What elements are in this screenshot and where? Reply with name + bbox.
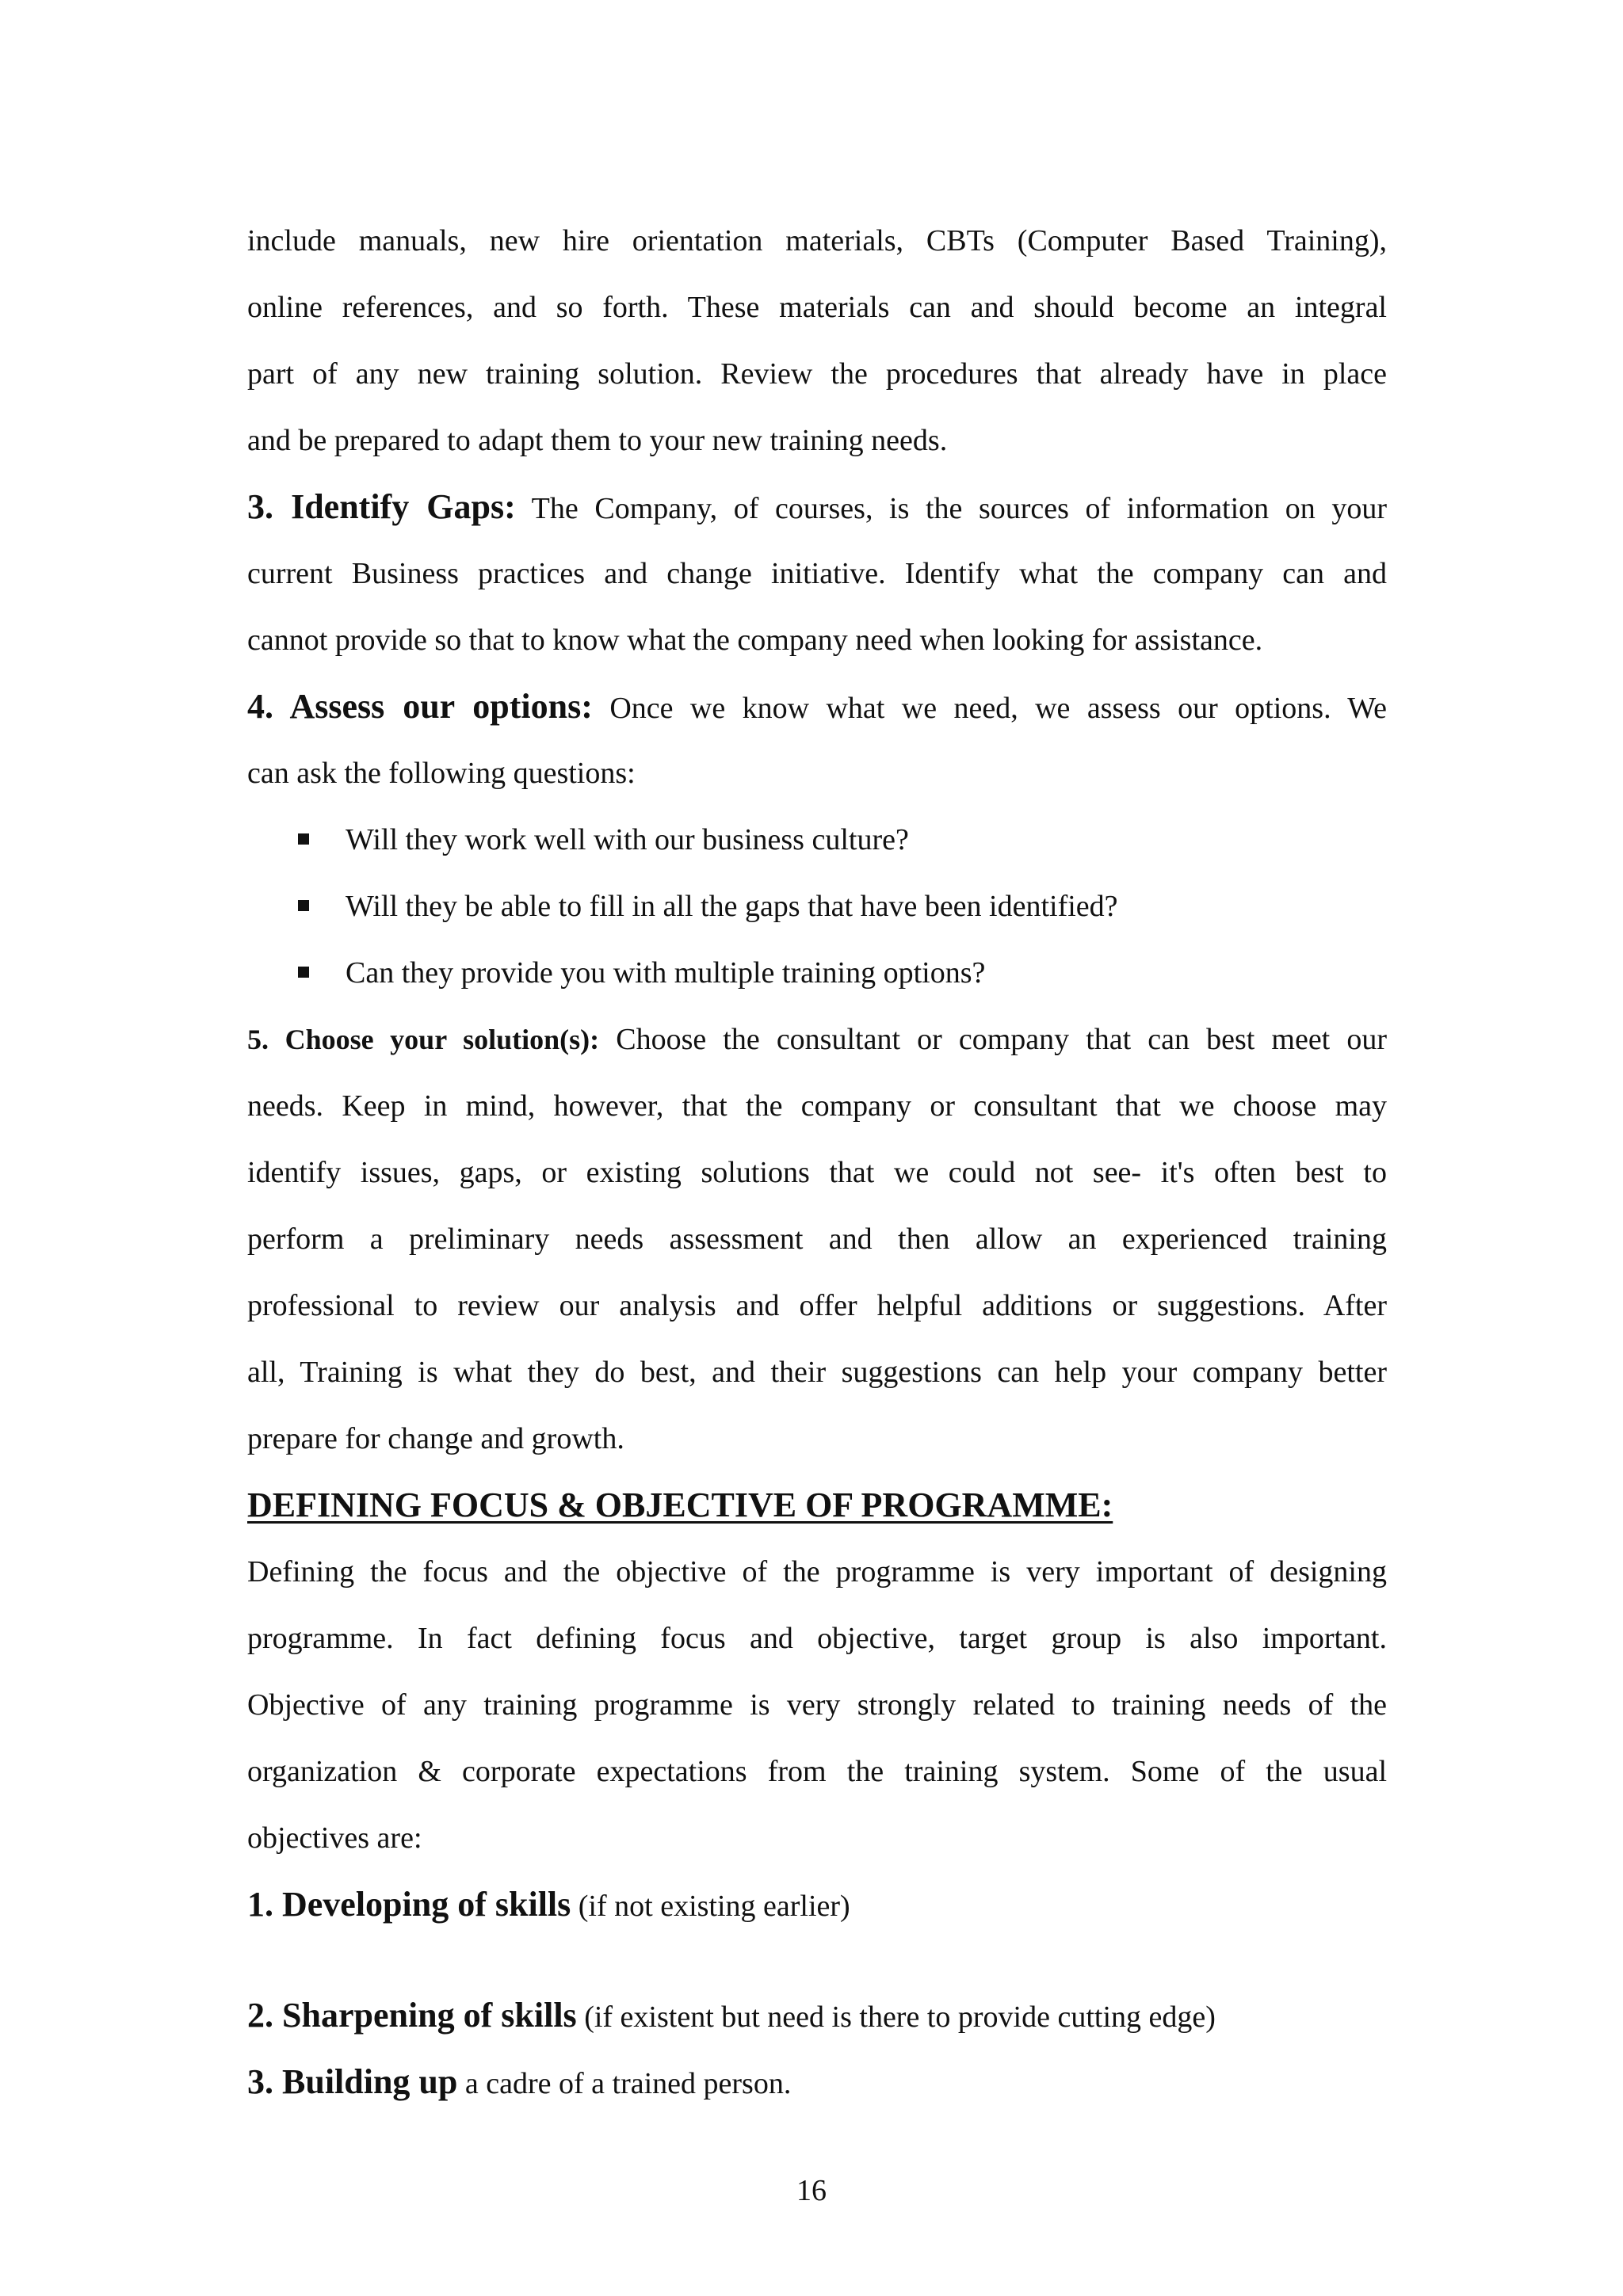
step-text: Choose the consultant or company that can best meet our [599,1023,1387,1056]
objective-item [247,1982,1387,2049]
objective-label: 1. Developing of skills [247,1885,571,1924]
step-label: 3. Identify Gaps: [247,487,516,526]
text-line [247,1006,1387,1073]
text-line: identify issues, gaps, or existing solutions that we could not see- it's often best to [247,1156,1387,1189]
section-heading: DEFINING FOCUS & OBJECTIVE OF PROGRAMME: [247,1486,1113,1524]
text-line: include manuals, new hire orientation materials, CBTs (Computer Based Training), [247,224,1387,257]
objective-item [247,1871,1387,1938]
text-line: and be prepared to adapt them to your new training needs. [247,424,948,457]
text-line: online references, and so forth. These materials can and should become an integral [247,291,1387,324]
text-line: part of any new training solution. Review the procedures that already have in place [247,357,1387,391]
square-bullet-icon [298,833,309,845]
text-line: needs. Keep in mind, however, that the company or consultant that we choose may [247,1089,1387,1123]
step-text: Once we know what we need, we assess our options. We [592,692,1387,725]
bullet-item [247,873,1387,940]
text-line: can ask the following questions: [247,757,636,790]
square-bullet-icon [298,900,309,911]
objective-label: 3. Building up [247,2062,458,2101]
step-assess-options [247,673,1387,1006]
page-number: 16 [796,2174,827,2207]
text-line: cannot provide so that to know what the company need when looking for assistance. [247,624,1263,657]
bullet-item [247,807,1387,873]
square-bullet-icon [298,967,309,978]
objective-label: 2. Sharpening of skills [247,1996,577,2035]
text-line [247,673,1387,740]
text-line: professional to review our analysis and offer helpful additions or suggestions. After [247,1289,1387,1322]
bullet-text: Can they provide you with multiple training options? [346,956,986,990]
text-line: organization & corporate expectations from the training system. Some of the usual [247,1755,1387,1788]
step-text: The Company, of courses, is the sources of information on your [515,492,1387,525]
intro-paragraph [247,208,1387,474]
section-focus-objective [247,1472,1387,1871]
text-line: Objective of any training programme is very strongly related to training needs of the [247,1688,1387,1722]
objective-item [247,2049,1387,2115]
text-line [247,474,1387,540]
text-line: programme. In fact defining focus and objective, target group is also important. [247,1622,1387,1655]
objectives-list [247,1871,1387,2115]
text-line: all, Training is what they do best, and their suggestions can help your company better [247,1356,1387,1389]
spacer [247,1938,1387,1982]
bullet-item [247,940,1387,1006]
step-choose-solution [247,1006,1387,1472]
text-line: perform a preliminary needs assessment and then allow an experienced training [247,1222,1387,1256]
step-identify-gaps [247,474,1387,673]
text-line: prepare for change and growth. [247,1422,624,1455]
objective-text: (if existent but need is there to provide cutting edge) [576,2000,1216,2034]
text-line: current Business practices and change initiative. Identify what the company can and [247,557,1387,590]
document-page [247,208,1387,2115]
bullet-text: Will they be able to fill in all the gaps that have been identified? [346,890,1118,923]
objective-text: (if not existing earlier) [571,1890,850,1923]
text-line: objectives are: [247,1821,422,1855]
bullet-text: Will they work well with our business culture? [346,823,909,856]
step-label: 4. Assess our options: [247,687,593,726]
objective-text: a cadre of a trained person. [457,2067,792,2100]
step-label: 5. Choose your solution(s): [247,1024,600,1055]
text-line: Defining the focus and the objective of the programme is very important of designing [247,1555,1387,1589]
